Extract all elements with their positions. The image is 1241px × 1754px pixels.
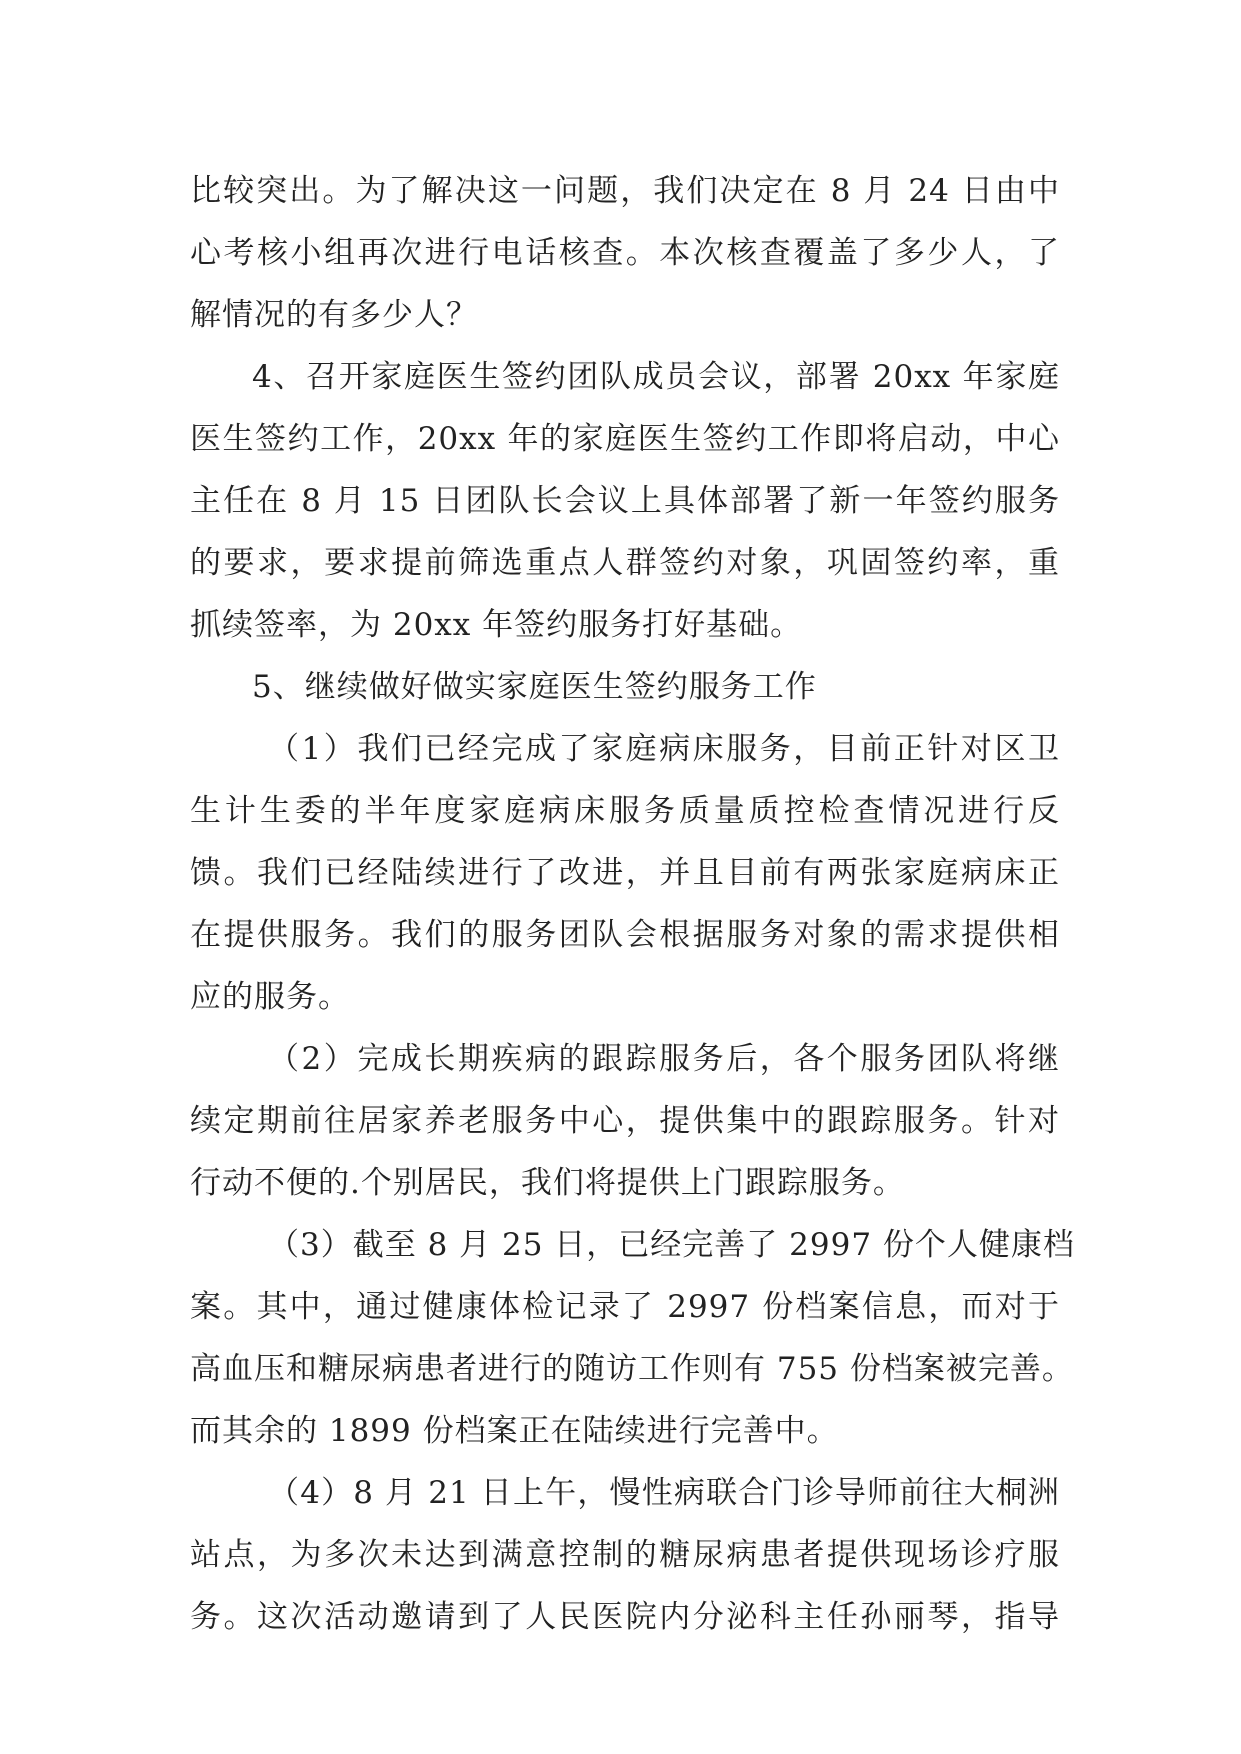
text-line: 而其余的 1899 份档案正在陆续进行完善中。 [190, 1413, 839, 1449]
text-line: 生计生委的半年度家庭病床服务质量质控检查情况进行反 [190, 793, 1060, 829]
text-line: 行动不便的.个别居民，我们将提供上门跟踪服务。 [190, 1165, 905, 1201]
text-line: 的要求，要求提前筛选重点人群签约对象，巩固签约率，重 [190, 545, 1060, 581]
text-line: 解情况的有多少人？ [190, 297, 478, 333]
section-heading-5: 5、继续做好做实家庭医生签约服务工作 [252, 669, 817, 705]
text-line: 应的服务。 [190, 979, 350, 1015]
text-line: 高血压和糖尿病患者进行的随访工作则有 755 份档案被完善。 [190, 1351, 1074, 1387]
text-line: 馈。我们已经陆续进行了改进，并且目前有两张家庭病床正 [190, 855, 1060, 891]
text-line: 心考核小组再次进行电话核查。本次核查覆盖了多少人，了 [190, 235, 1060, 271]
subsection-1: （1）我们已经完成了家庭病床服务，目前正针对区卫 [268, 731, 1060, 767]
subsection-3: （3）截至 8 月 25 日，已经完善了 2997 份个人健康档 [268, 1227, 1075, 1263]
subsection-2: （2）完成长期疾病的跟踪服务后，各个服务团队将继 [268, 1041, 1060, 1077]
text-line: 医生签约工作，20xx 年的家庭医生签约工作即将启动，中心 [190, 421, 1060, 457]
text-line: 比较突出。为了解决这一问题，我们决定在 8 月 24 日由中 [190, 173, 1060, 209]
text-line: 务。这次活动邀请到了人民医院内分泌科主任孙丽琴，指导 [190, 1599, 1060, 1635]
text-line: 续定期前往居家养老服务中心，提供集中的跟踪服务。针对 [190, 1103, 1060, 1139]
subsection-4: （4）8 月 21 日上午，慢性病联合门诊导师前往大桐洲 [268, 1475, 1060, 1511]
text-line: 站点，为多次未达到满意控制的糖尿病患者提供现场诊疗服 [190, 1537, 1060, 1573]
text-line: 主任在 8 月 15 日团队长会议上具体部署了新一年签约服务 [190, 483, 1060, 519]
text-line: 在提供服务。我们的服务团队会根据服务对象的需求提供相 [190, 917, 1060, 953]
section-heading-4: 4、召开家庭医生签约团队成员会议，部署 20xx 年家庭 [252, 359, 1060, 395]
text-line: 抓续签率，为 20xx 年签约服务打好基础。 [190, 607, 803, 643]
text-line: 案。其中，通过健康体检记录了 2997 份档案信息，而对于 [190, 1289, 1060, 1325]
document-body [190, 160, 1075, 1648]
